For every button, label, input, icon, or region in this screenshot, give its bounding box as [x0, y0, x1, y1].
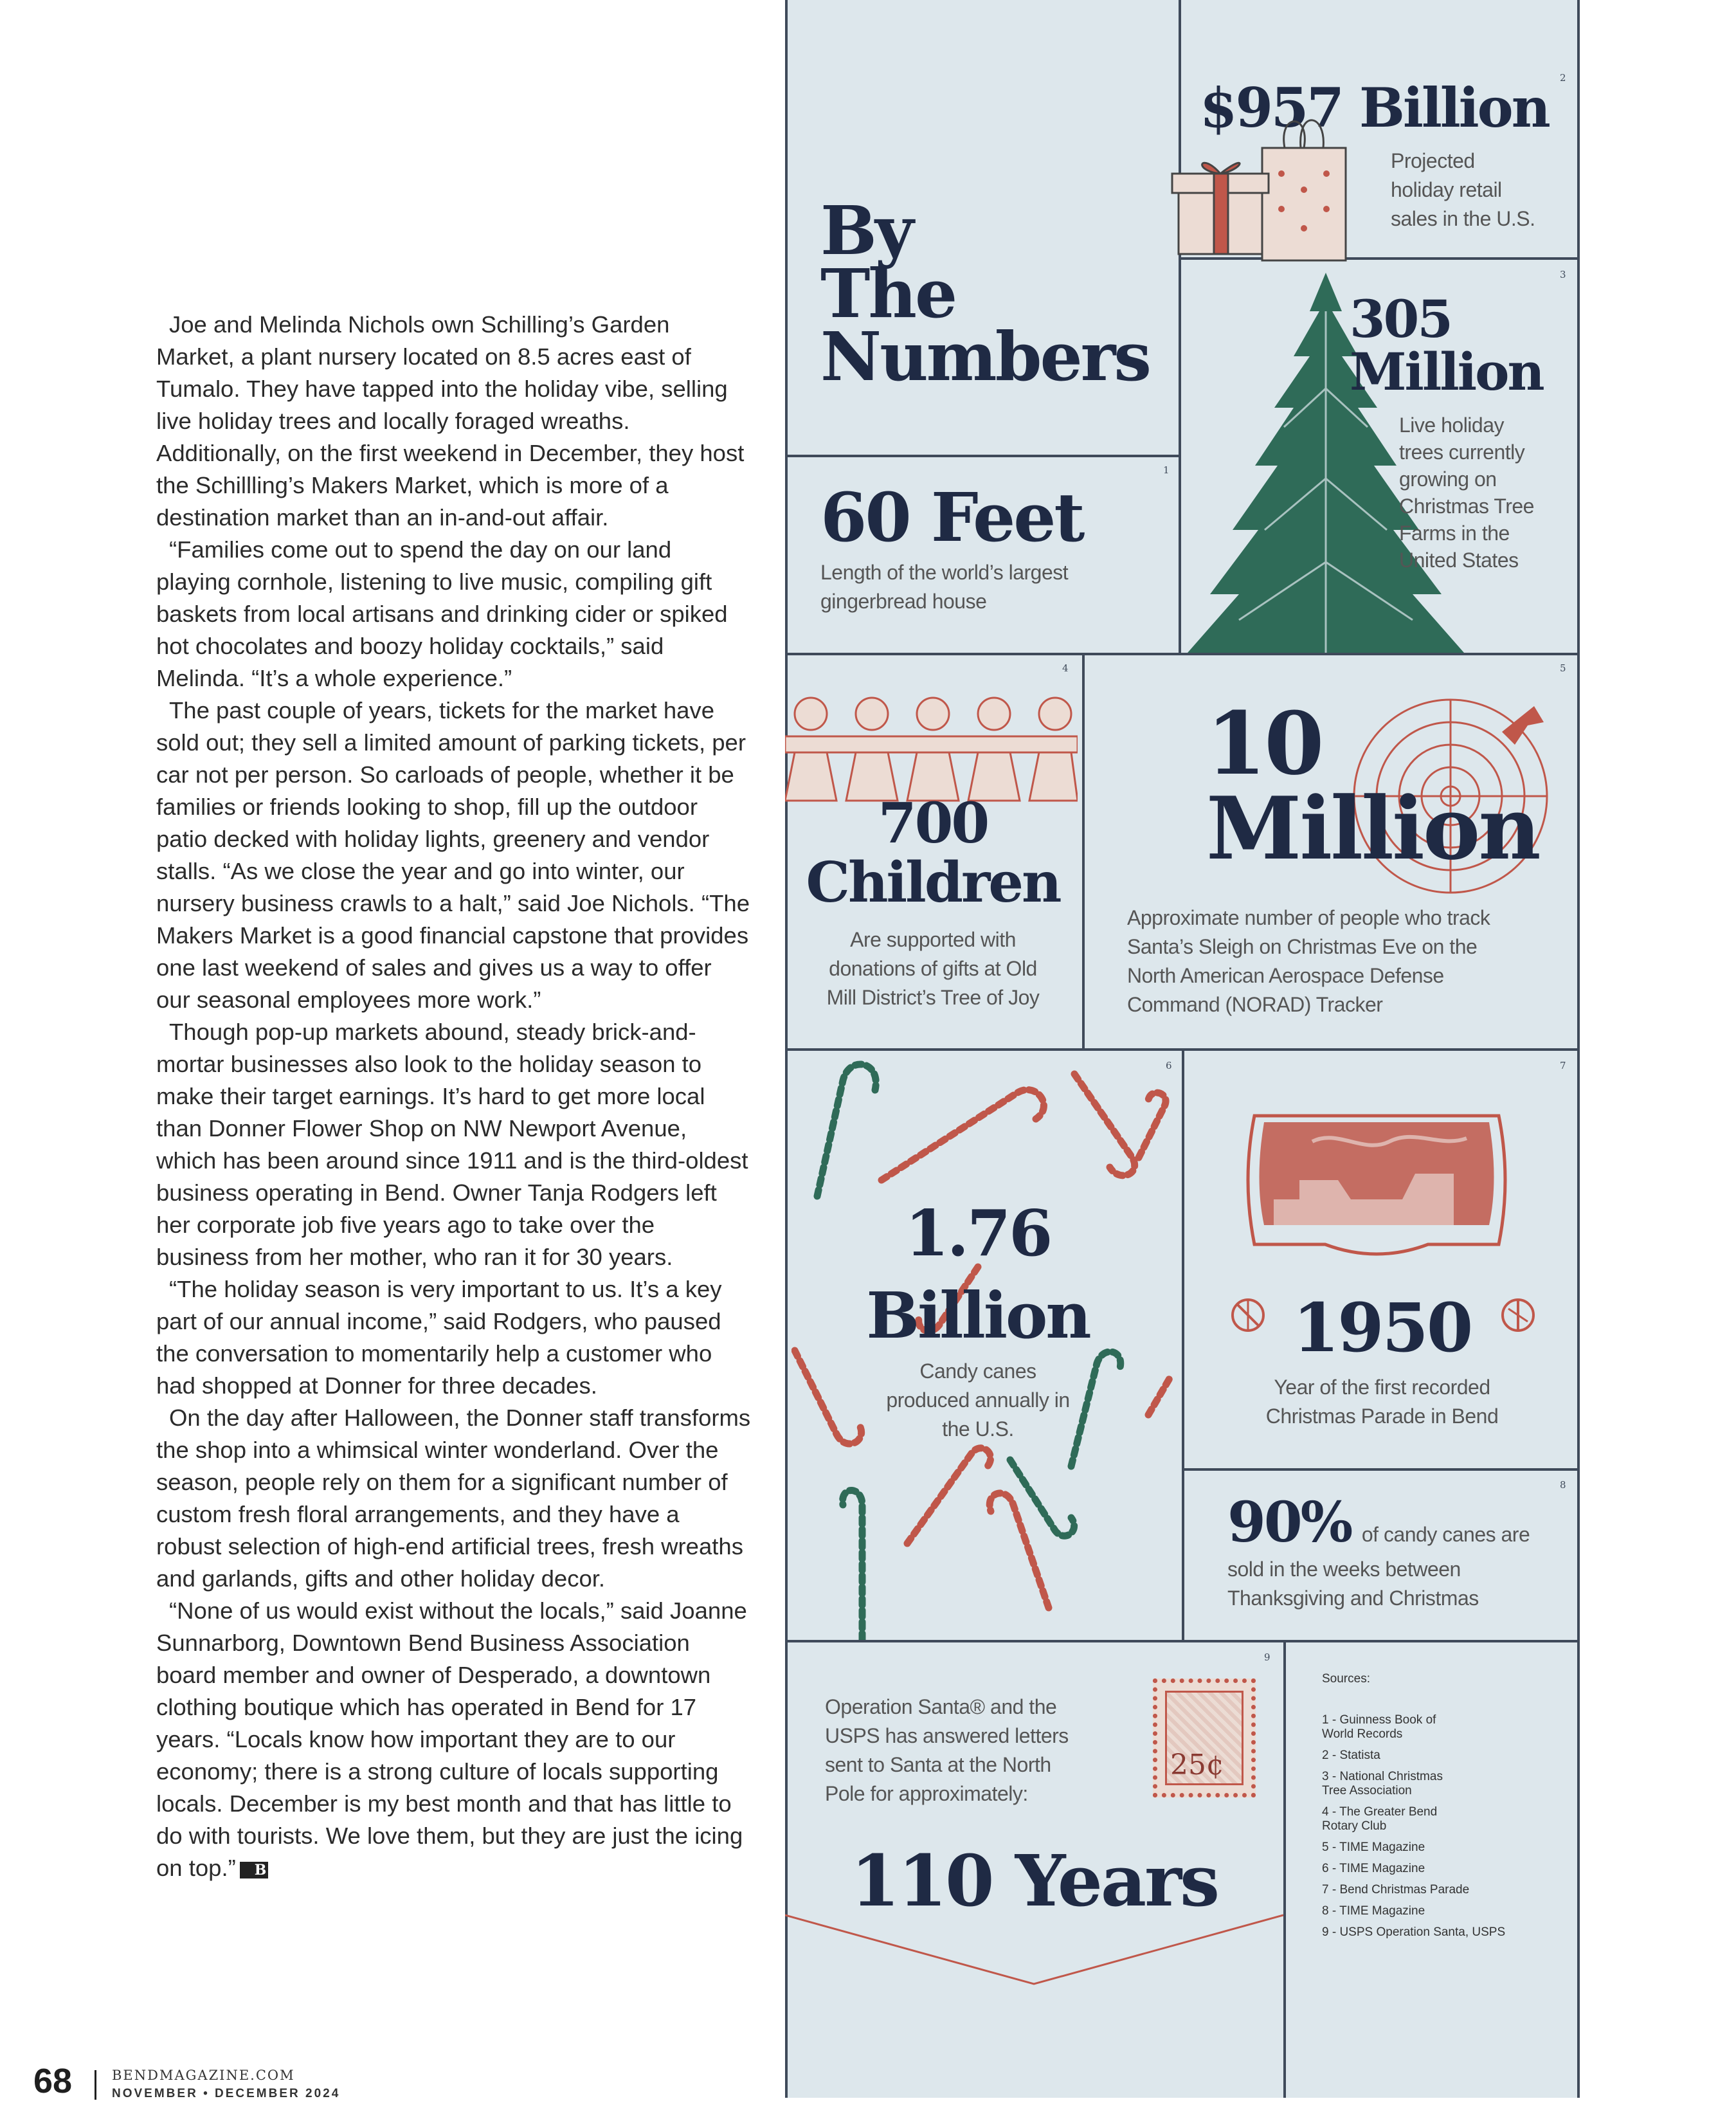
grid-line: [1184, 1468, 1580, 1471]
source-item: 1 - Guinness Book of World Records: [1322, 1713, 1436, 1741]
source-item: 6 - TIME Magazine: [1322, 1862, 1425, 1875]
grid-line: [785, 1640, 1580, 1642]
end-mark-logo: B: [240, 1862, 269, 1878]
stat-caption: [1399, 412, 1534, 574]
source-item: 9 - USPS Operation Santa, USPS: [1322, 1925, 1506, 1939]
caption-line: Approximate number of people who track: [1127, 906, 1490, 929]
stat-figure: $957 Billion: [1200, 76, 1549, 140]
source-item: 2 - Statista: [1322, 1749, 1380, 1762]
page-number: 68: [33, 2062, 73, 2100]
stat-figure: [1206, 693, 1539, 879]
footer-site-link[interactable]: BENDMAGAZINE.COM: [112, 2068, 295, 2083]
caption-line: Projected: [1391, 149, 1475, 172]
footer-divider: [95, 2070, 96, 2100]
stat-tag: 4: [1062, 662, 1069, 674]
stat-90-percent: [1227, 1491, 1575, 1613]
stat-60-feet: [820, 478, 1168, 616]
caption-line: growing on: [1399, 468, 1497, 491]
stat-figure: 110 Years: [850, 1839, 1218, 1922]
caption-line: donations of gifts at Old: [829, 957, 1037, 980]
article-paragraph: [156, 1595, 751, 1884]
figure-line: Billion: [866, 1279, 1090, 1353]
caption-line: Mill District’s Tree of Joy: [826, 986, 1040, 1009]
caption-line: Live holiday: [1399, 414, 1504, 437]
sources-title: Sources:: [1322, 1672, 1370, 1686]
stat-tag: 2: [1560, 72, 1566, 84]
caption-line: sales in the U.S.: [1391, 207, 1535, 230]
grid-line: [785, 653, 1580, 655]
sources-list: [1322, 1713, 1566, 1940]
caption-line: Candy canes: [919, 1360, 1036, 1383]
stat-caption: [785, 1357, 1171, 1444]
footer-issue: NOVEMBER • DECEMBER 2024: [112, 2087, 341, 2100]
article-paragraph: On the day after Halloween, the Donner staff transforms the shop into a whimsical winter wonderland. Over the season, people rely on them for a significant number of custom fresh floral arrangements, and they have a robust selection of high-end artificial trees, fresh wreaths and garlands, gifts and other holiday decor.: [156, 1405, 751, 1592]
figure-line: Million: [1206, 778, 1539, 879]
stat-caption: [1127, 904, 1490, 1019]
intro-line: sent to Santa at the North: [825, 1753, 1051, 1776]
grid-line: [785, 455, 1179, 457]
figure-line: 700: [878, 791, 988, 856]
caption-line: United States: [1399, 549, 1519, 572]
figure-line: 305: [1350, 289, 1451, 349]
caption-line: sold in the weeks between: [1227, 1558, 1461, 1581]
caption-line: Are supported with: [850, 928, 1016, 951]
stat-700-children: [785, 791, 1081, 1012]
caption-line: Command (NORAD) Tracker: [1127, 993, 1383, 1016]
caption-line: Santa’s Sleigh on Christmas Eve on the: [1127, 935, 1478, 958]
caption-line: Christmas Parade in Bend: [1265, 1405, 1499, 1428]
intro-line: Pole for approximately:: [825, 1782, 1028, 1805]
caption-line: the U.S.: [942, 1417, 1014, 1441]
postage-stamp: [1153, 1678, 1256, 1797]
article-paragraph: “Families come out to spend the day on our land playing cornhole, listening to live music, compiling gift baskets from local artisans and drinking cider or spiked hot chocolates and boozy holiday cocktails,” said Melinda. “It’s a whole experience.”: [156, 536, 728, 691]
grid-line: [1082, 653, 1085, 1048]
source-item: 5 - TIME Magazine: [1322, 1841, 1425, 1854]
article-last-text: “None of us would exist without the locals,” said Joanne Sunnarborg, Downtown Bend Business Association board member and owner of Desperado, a downtown clothing boutique which has operated in Bend for 17 years. “Locals know how important they are to our economy; there is a strong culture of locals supporting locals. December is my best month and that has little to do with tourists. We love them, but they are just the icing on top.”: [156, 1597, 747, 1881]
stat-figure: [1350, 289, 1543, 402]
stat-figure: [785, 1193, 1171, 1358]
source-item: 4 - The Greater Bend Rotary Club: [1322, 1805, 1438, 1833]
stat-caption: Length of the world’s largest gingerbread house: [820, 561, 1069, 613]
stat-figure: 1950: [1292, 1288, 1472, 1367]
intro-line: Operation Santa® and the: [825, 1695, 1057, 1718]
infographic-title: [820, 191, 1150, 396]
gift-and-shopping-bag-icon: [1166, 113, 1371, 267]
stat-tag: 3: [1560, 269, 1566, 280]
sources-panel: [1322, 1672, 1566, 1947]
caption-line: Year of the first recorded: [1274, 1376, 1490, 1399]
caption-line: produced annually in: [886, 1388, 1070, 1412]
figure-line: 1.76: [905, 1197, 1051, 1271]
source-item: 8 - TIME Magazine: [1322, 1904, 1425, 1918]
intro-line: USPS has answered letters: [825, 1724, 1069, 1747]
caption-line: North American Aerospace Defense: [1127, 964, 1444, 987]
source-item: 7 - Bend Christmas Parade: [1322, 1883, 1470, 1896]
caption-line: holiday retail: [1391, 178, 1502, 201]
stat-tag: 6: [1166, 1060, 1172, 1071]
title-line: Numbers: [820, 317, 1150, 396]
stamp-value: 25¢: [1170, 1749, 1224, 1781]
stat-tag: 5: [1560, 662, 1566, 674]
grid-line: [1283, 1642, 1286, 2098]
by-the-numbers-infographic: [785, 0, 1580, 2098]
title-line: The: [820, 254, 956, 333]
envelope-flap-line: [785, 1913, 1283, 1990]
title-line: By: [820, 191, 912, 270]
stat-caption: [1227, 1555, 1575, 1613]
stat-figure: 90%: [1227, 1490, 1352, 1555]
stat-figure-row: [1227, 1491, 1575, 1555]
article-body: [156, 309, 751, 1884]
stat-intro: [825, 1693, 1069, 1808]
figure-line: Million: [1350, 341, 1543, 402]
article-paragraph: “The holiday season is very important to us. It’s a key part of our annual income,” said Rodgers, who paused the conversation to momentarily help a customer who had shopped at Donner for three decades.: [156, 1276, 722, 1399]
caption-line: Farms in the: [1399, 522, 1510, 545]
stat-tag: 8: [1560, 1479, 1566, 1491]
stat-caption: [1184, 1373, 1580, 1431]
source-item: 3 - National Christmas Tree Association: [1322, 1770, 1443, 1797]
parade-sleigh-illustration: [1235, 1103, 1518, 1264]
figure-line: Children: [806, 850, 1060, 915]
caption-line: Thanksgiving and Christmas: [1227, 1587, 1479, 1610]
caption-line: trees currently: [1399, 441, 1525, 464]
stat-caption: [1391, 147, 1535, 233]
caption-line: Christmas Tree: [1399, 495, 1534, 518]
article-paragraph: Though pop-up markets abound, steady brick-and-mortar businesses also look to the holiday season to make their target earnings. It’s hard to get more local than Donner Flower Shop on NW Newport Avenue, which has been around since 1911 and is the third-oldest business operating in Bend. Owner Tanja Rodgers left her corporate job five years ago to take over the business from her mother, who ran it for 30 years.: [156, 1019, 748, 1270]
figure-line: 10: [1206, 693, 1323, 794]
stat-tag: 1: [1163, 464, 1170, 476]
stat-tag: 7: [1560, 1060, 1566, 1071]
stat-tag: 9: [1264, 1651, 1270, 1663]
stat-figure: [785, 791, 1081, 915]
article-paragraph: Joe and Melinda Nichols own Schilling’s Garden Market, a plant nursery located on 8.5 acres east of Tumalo. They have tapped into the holiday vibe, selling live holiday trees and locally foraged wreaths. Additionally, on the first weekend in December, they host the Schillling’s Makers Market, which is more of a destination market than an in-and-out affair.: [156, 311, 745, 531]
stat-figure: 60 Feet: [820, 478, 1083, 557]
stat-caption: [785, 925, 1081, 1012]
stat-caption-inline: of candy canes are: [1361, 1523, 1530, 1546]
article-paragraph: The past couple of years, tickets for the market have sold out; they sell a limited amount of parking tickets, per car not per person. So carloads of people, whether it be families or friends looking to shop, fill up the outdoor patio decked with holiday lights, greenery and vendor stalls. “As we close the year and go into winter, our nursery business crawls to a halt,” said Joe Nichols. “The Makers Market is a good financial capstone that provides one last weekend of sales and gives us a way to offer our seasonal employees more work.”: [156, 697, 750, 1013]
